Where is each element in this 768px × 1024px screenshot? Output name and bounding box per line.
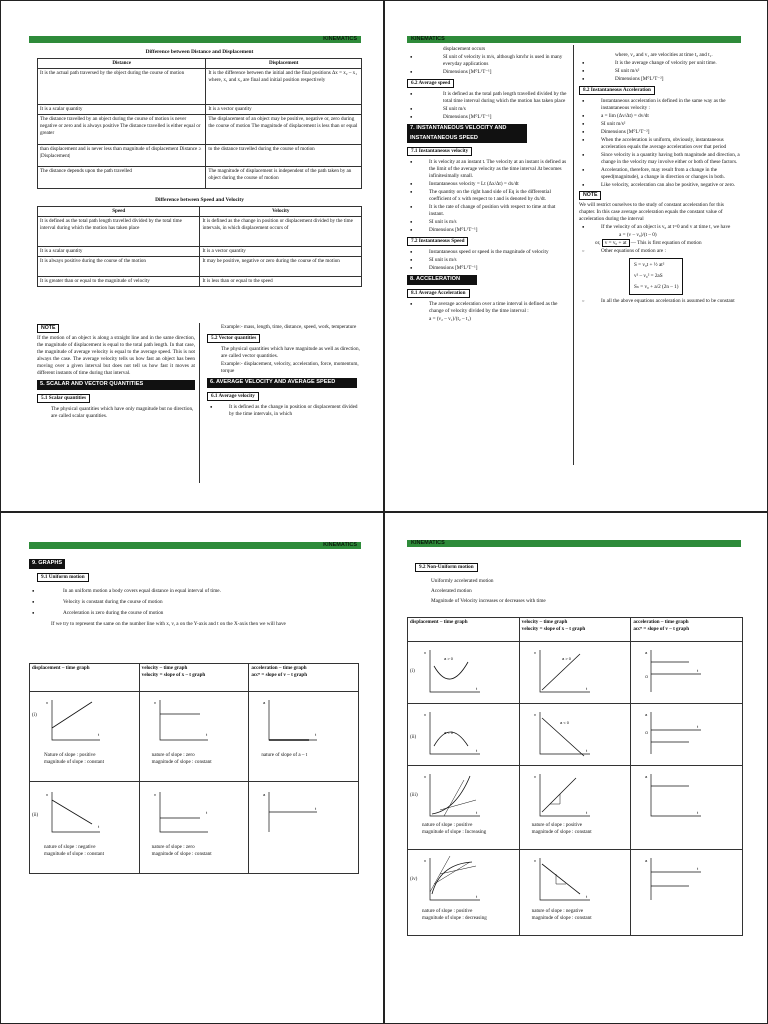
section-7-line-2: INSTANTANEOUS SPEED — [410, 134, 478, 141]
svg-text:t: t — [476, 894, 478, 899]
list-item: ● SI unit is m/s — [407, 219, 567, 226]
kinematics-header: KINEMATICS — [29, 542, 361, 549]
vector-def: The physical quantities which have magnitude as well as direction, are called vector quantities. — [221, 346, 360, 360]
subsection-8-1: 8.1 Average Acceleration — [407, 289, 470, 298]
graph-cell — [408, 850, 520, 936]
p4-intro — [415, 561, 735, 606]
subsection-6-1: 6.1 Average velocity — [207, 392, 259, 401]
page-2 — [384, 0, 768, 512]
section-9-heading: 9. GRAPHS — [29, 559, 65, 569]
list-item: ● Like velocity, acceleration can also be positive, negative or zero. — [579, 182, 741, 189]
a-t-graph — [259, 788, 319, 836]
svg-text:v: v — [153, 700, 156, 705]
slope-magnitude: magnitude of slope : Increasing — [422, 828, 487, 835]
col-head-displacement — [30, 664, 140, 692]
list-item: ● Instantaneous acceleration is defined in the same way as the instantaneous velocity : — [579, 98, 741, 112]
table-row — [38, 105, 362, 115]
head-label: velocity = slope of x – t graph — [521, 625, 586, 632]
svg-text:t: t — [476, 686, 478, 691]
line-text: Magnitude of Velocity increases or decreases with time — [431, 598, 546, 605]
list-item: ● Dimensions [M⁰L¹T⁻²] — [579, 76, 741, 83]
graph-cell — [408, 704, 520, 766]
slope-text — [44, 844, 104, 858]
table-row — [38, 69, 362, 105]
svg-text:v: v — [153, 792, 156, 797]
table-head-displacement: Displacement — [206, 59, 362, 69]
table-cell: The distance depends upon the path travelled — [38, 167, 206, 189]
table-cell: The displacement of an object may be positive, negative or, zero during the course of motion The magnitude of displacement is less than or equal — [206, 115, 362, 145]
table-cell: It is less than or equal to the speed — [200, 277, 362, 287]
row-label: (i) — [32, 712, 37, 718]
svg-text:t: t — [205, 810, 207, 815]
slope-text — [152, 752, 212, 766]
head-label: velocity = slope of x – t graph — [141, 671, 206, 678]
list-item: ● If the velocity of an object is v₀ at t=0 and v at time t, we have — [579, 224, 741, 231]
svg-text:t: t — [697, 724, 699, 729]
equation: S = v₀t + ½ at² — [634, 262, 665, 269]
graph-cell — [631, 766, 743, 850]
table-head-speed: Speed — [38, 207, 200, 217]
table-cell: It is a scalar quantity — [38, 247, 200, 257]
column-divider — [573, 45, 574, 465]
a-t-graph — [641, 770, 705, 820]
assumption-list — [579, 298, 741, 305]
graph-cell — [249, 692, 359, 782]
section-7-line-1: 7. INSTANTANEOUS VELOCITY AND — [410, 125, 507, 132]
graph-cell — [631, 642, 743, 704]
row-label: (iii) — [410, 792, 418, 798]
speed-velocity-table — [37, 206, 362, 287]
slope-nature: Nature of slope : positive — [44, 752, 96, 758]
table-cell: It is defined as the total path length travelled divided by the total time interval during which the motion has taken place — [38, 217, 200, 247]
svg-text:a < 0: a < 0 — [444, 730, 454, 735]
list-item: ● Since velocity is a quantity having both magnitude and direction, a change in the velocity may involve either or both of these factors. — [579, 152, 741, 166]
v-t-graph — [150, 696, 210, 744]
table-cell: It is defined as the change in position or displacement divided by the time intervals, in which displacement occurs of — [200, 217, 362, 247]
svg-text:a: a — [645, 858, 648, 863]
col-head-velocity — [519, 618, 631, 642]
table-2-title: Difference between Speed and Velocity — [155, 197, 244, 204]
list-item: ● When the acceleration is uniform, obviously, instantaneous acceleration equals the average acceleration over that period — [579, 137, 741, 151]
graph-cell — [30, 692, 140, 782]
graph-cell — [519, 850, 631, 936]
avg-accel-list — [407, 301, 567, 315]
equation: v² – v₀² = 2aS — [634, 273, 663, 280]
svg-text:t: t — [315, 732, 317, 737]
graph-cell — [519, 642, 631, 704]
first-equation-line — [579, 240, 741, 247]
svg-text:t: t — [315, 806, 317, 811]
equations-box — [629, 258, 683, 295]
list-item: ○ Other equations of motion are : — [579, 248, 741, 255]
avg-velocity-list — [207, 404, 363, 418]
v-t-graph — [530, 854, 594, 904]
svg-text:a < 0: a < 0 — [559, 720, 569, 725]
page-1 — [0, 0, 384, 512]
col-head-acceleration — [249, 664, 359, 692]
slope-magnitude: magnitude of slope : constant — [44, 850, 104, 857]
a-t-graph — [641, 854, 705, 904]
slope-nature: nature of slope : zero — [151, 844, 195, 850]
table-cell: It is the difference between the initial and the final positions Δx = x₂ – x₁ where, x₁ and x₂ are final and initial position respectively — [206, 69, 362, 105]
graph-cell — [139, 782, 249, 874]
velocity-units-list — [407, 54, 567, 76]
accel-units-list — [579, 60, 741, 83]
list-item: ● Acceleration is zero during the course of motion — [29, 610, 361, 617]
section-5-heading: 5. SCALAR AND VECTOR QUANTITIES — [37, 380, 195, 390]
slope-text — [44, 752, 104, 766]
head-label: displacement – time graph — [32, 665, 90, 671]
list-item: ● It is defined as the change in position or displacement divided by the time intervals, in which — [207, 404, 363, 418]
first-equation: v = v₀ + at — [602, 239, 630, 247]
head-label: accⁿ = slope of v – t graph — [633, 625, 690, 632]
slope-text: nature of slope of a – t — [261, 752, 308, 758]
note-label: NOTE — [579, 191, 601, 200]
slope-magnitude: magnitude of slope : constant — [151, 850, 212, 857]
list-item: ○ In all the above equations acceleration is assumed to be constant — [579, 298, 741, 305]
svg-text:a: a — [645, 712, 648, 717]
p1-left-column — [37, 323, 195, 421]
section-6-heading: 6. AVERAGE VELOCITY AND AVERAGE SPEED — [207, 378, 357, 388]
svg-text:a: a — [645, 650, 648, 655]
row-label: (iv) — [410, 876, 418, 882]
slope-text — [422, 908, 487, 922]
svg-text:v: v — [533, 858, 536, 863]
svg-text:t: t — [697, 668, 699, 673]
list-item: ● Velocity is constant during the course of motion — [29, 599, 361, 606]
svg-text:a: a — [263, 792, 266, 797]
p3-intro — [29, 557, 361, 629]
list-item: ● In an uniform motion a body covers equal distance in equal interval of time. — [29, 588, 361, 595]
v-t-graph — [150, 788, 210, 836]
svg-text:t: t — [98, 824, 100, 829]
table-cell: The distance travelled by an object during the course of motion is never negative or zero and is always positive The distance travelled is either equal or greater — [38, 115, 206, 145]
graph-cell — [631, 704, 743, 766]
table-row — [38, 277, 362, 287]
slope-magnitude: magnitude of slope : constant — [531, 914, 592, 921]
table-row — [38, 257, 362, 277]
x-t-graph — [420, 770, 484, 820]
list-item: ● It is the average change of velocity per unit time. — [579, 60, 741, 67]
table-head-distance: Distance — [38, 59, 206, 69]
subsection-7-1: 7.1 Instantaneous velocity — [407, 147, 472, 156]
list-item: ● It is defined as the total path length travelled divided by the total time interval during which the motion has taken place — [407, 91, 567, 105]
svg-text:t: t — [585, 686, 587, 691]
subsection-8-2: 8.2 Instantaneous Acceleration — [579, 86, 655, 95]
graph-cell — [408, 766, 520, 850]
or-label: or, — [595, 240, 601, 247]
a-t-graph — [641, 708, 705, 758]
kinematics-header: KINEMATICS — [29, 36, 361, 43]
kinematics-header: KINEMATICS — [407, 36, 741, 43]
avg-speed-list — [407, 91, 567, 121]
graph-cell — [519, 766, 631, 850]
row-label: (ii) — [32, 812, 39, 818]
table-row — [38, 115, 362, 145]
slope-text — [152, 844, 212, 858]
table-cell: It is a vector quantity — [206, 105, 362, 115]
head-label: accⁿ = slope of v – t graph — [251, 671, 308, 678]
table-row — [408, 642, 743, 704]
svg-text:t: t — [98, 732, 100, 737]
table-row — [38, 145, 362, 167]
list-item: ● Dimensions [M⁰L¹T⁻¹] — [407, 114, 567, 121]
x-t-graph — [420, 854, 484, 904]
svg-text:O: O — [645, 730, 649, 735]
svg-text:v: v — [533, 650, 536, 655]
svg-text:t: t — [476, 748, 478, 753]
svg-text:v: v — [533, 774, 536, 779]
avg-accel-equation: a = (v₂ – v₁)/(t₂ – t₁) — [429, 316, 471, 323]
svg-text:x: x — [46, 792, 48, 797]
subsection-9-1: 9.1 Uniform motion — [37, 573, 89, 582]
svg-text:x: x — [424, 858, 426, 863]
x-t-graph — [420, 646, 484, 696]
uniform-graphs-table — [29, 663, 359, 874]
list-item: ● Instantaneous velocity = Lt (Δx/Δt) = dx/dt — [407, 181, 567, 188]
v-t-graph — [530, 708, 594, 758]
section-7-heading — [407, 124, 527, 143]
x-t-graph — [42, 788, 102, 836]
svg-text:t: t — [585, 894, 587, 899]
scalar-example: Example:- mass, length, time, distance, speed, work, temperature — [221, 324, 357, 330]
graph-intro: If we try to represent the same on the number line with x, v, a on the Y-axis and t on the X-axis then we will have — [51, 620, 286, 627]
inst-velocity-list — [407, 159, 567, 234]
list-item: ● Dimensions [M⁰L¹T⁻¹] — [407, 69, 567, 76]
slope-magnitude: magnitude of slope : decreasing — [422, 914, 487, 921]
graph-cell — [631, 850, 743, 936]
graph-cell — [139, 692, 249, 782]
note-text: If the motion of an object is along a straight line and in the same direction, the magnitude of displacement is equal to the total path length. In that case, the magnitude of average velocity is equal to the average speed. This is not always the case. The average velocity tells us how fast an object has been moving over a given interval but does not tell us how fast it moves at different instants of time during that interval. — [37, 335, 195, 377]
line-text: Accelerated motion — [431, 588, 472, 595]
table-cell: It is always positive during the course of the motion — [38, 257, 200, 277]
distance-displacement-table — [37, 58, 362, 189]
table-cell: It is a scalar quantity — [38, 105, 206, 115]
subsection-7-2: 7.2 Instantaneous Speed — [407, 237, 468, 246]
table-cell: than displacement and is never less than magnitude of displacement Distance ≥ |Displacement| — [38, 145, 206, 167]
svg-text:a: a — [263, 700, 266, 705]
vector-example: Example:- displacement, velocity, acceleration, force, momentum, torque — [221, 361, 359, 375]
inst-accel-list — [579, 98, 741, 189]
slope-nature: nature of slope : positive — [422, 908, 473, 914]
slope-nature: nature of slope : negative — [44, 844, 96, 850]
subsection-9-2: 9.2 Non-Uniform motion — [415, 563, 478, 572]
p1-right-column — [207, 323, 363, 419]
svg-text:x: x — [46, 700, 48, 705]
scalar-def: The physical quantities which have only magnitude but no direction, are called scalar quantities. — [51, 405, 194, 419]
slope-magnitude: magnitude of slope : constant — [44, 758, 104, 765]
slope-magnitude: magnitude of slope : constant — [151, 758, 212, 765]
list-item: ● Dimensions [M⁰L¹T⁻¹] — [407, 227, 567, 234]
svg-text:t: t — [205, 732, 207, 737]
list-item: ● a = lim (Δv/Δt) = dv/dt — [579, 113, 741, 120]
other-equations-list — [579, 248, 741, 255]
line-text: Uniformly accelerated motion — [431, 578, 494, 585]
table-row — [408, 850, 743, 936]
page-3 — [0, 512, 384, 1024]
svg-text:O: O — [645, 674, 649, 679]
non-uniform-graphs-table — [407, 617, 743, 936]
svg-text:a > 0: a > 0 — [444, 656, 454, 661]
note-label: NOTE — [37, 324, 59, 333]
v-t-graph — [530, 770, 594, 820]
row-label: (i) — [410, 668, 415, 674]
head-label: acceleration – time graph — [251, 665, 307, 671]
x-t-graph — [420, 708, 484, 758]
svg-text:x: x — [424, 650, 426, 655]
section-8-heading: 8. ACCELERATION — [407, 275, 477, 285]
graph-cell — [30, 782, 140, 874]
equations-list — [579, 224, 741, 231]
head-label: acceleration – time graph — [633, 619, 689, 625]
list-item: ● The average acceleration over a time interval is defined as the change of velocity divided by the time interval : — [407, 301, 567, 315]
v-t-graph — [530, 646, 594, 696]
column-divider — [199, 323, 200, 483]
svg-text:v: v — [533, 712, 536, 717]
subsection-5-1: 5.1 Scalar quantities — [37, 394, 90, 403]
list-item: ● SI unit is m/s — [407, 257, 567, 264]
col-head-displacement — [408, 618, 520, 642]
list-item: ● SI unit m/s² — [579, 121, 741, 128]
list-item: ● It is the rate of change of position with respect to time at that instant. — [407, 204, 567, 218]
line-text: where, v₂ and v₁ are velocities at time t₂ and t₁. — [615, 52, 713, 58]
slope-magnitude: magnitude of slope : constant — [531, 828, 592, 835]
svg-text:t: t — [585, 748, 587, 753]
table-row — [30, 782, 359, 874]
table-cell: It is a vector quantity — [200, 247, 362, 257]
table-row — [38, 167, 362, 189]
slope-text — [422, 822, 486, 836]
inst-speed-list — [407, 249, 567, 272]
p2-right-column — [579, 51, 741, 306]
table-cell: It is the actual path traversed by the object during the course of motion — [38, 69, 206, 105]
table-head-velocity: Velocity — [200, 207, 362, 217]
table-cell: The magnitude of displacement is independent of the path taken by an object during the course of motion — [206, 167, 362, 189]
svg-text:x: x — [424, 774, 426, 779]
head-label: velocity – time graph — [521, 619, 568, 625]
svg-text:t: t — [697, 810, 699, 815]
head-label: displacement – time graph — [410, 619, 468, 625]
svg-text:a > 0: a > 0 — [561, 656, 571, 661]
distance-displacement-section — [37, 49, 362, 287]
page-4 — [384, 512, 768, 1024]
table-cell: It may be positive, negative or zero during the course of the motion — [200, 257, 362, 277]
col-head-velocity — [139, 664, 249, 692]
table-1-title: Difference between Distance and Displacement — [145, 49, 254, 55]
graph-cell — [249, 782, 359, 874]
list-item: ● Instantaneous speed or speed is the magnitude of velocity — [407, 249, 567, 256]
slope-nature: nature of slope : negative — [531, 908, 584, 914]
list-item: ● Dimensions [M⁰L¹T⁻²] — [579, 129, 741, 136]
graph-cell — [408, 642, 520, 704]
head-label: velocity – time graph — [141, 665, 188, 671]
table-cell: to the distance travelled during the course of motion — [206, 145, 362, 167]
table-row — [408, 704, 743, 766]
slope-nature: nature of slope : zero — [151, 752, 195, 758]
list-item: ● SI unit m/s — [407, 106, 567, 113]
table-row — [38, 247, 362, 257]
a-t-graph — [641, 646, 705, 696]
col-head-acceleration — [631, 618, 743, 642]
slope-nature: nature of slope : positive — [422, 822, 473, 828]
table-cell: It is greater than or equal to the magnitude of velocity — [38, 277, 200, 287]
uniform-motion-list — [29, 588, 361, 617]
list-item: ● SI unit of velocity is m/s, although km/hr is used in many everyday applications — [407, 54, 567, 68]
svg-text:t: t — [476, 810, 478, 815]
table-row — [408, 766, 743, 850]
x-t-graph — [42, 696, 102, 744]
note-text: We will restrict ourselves to the study of constant acceleration for this chapter. In this case average acceleration equals the constant value of acceleration during the interval — [579, 202, 724, 223]
a-t-graph — [259, 696, 319, 744]
subsection-6-2: 6.2 Average speed — [407, 79, 454, 88]
equation-a: a = (v – v₀)/(t – 0) — [619, 232, 657, 239]
equation: Sₙ = v₀ + a/2 (2n – 1) — [634, 284, 679, 291]
svg-text:t: t — [697, 866, 699, 871]
slope-text — [532, 908, 592, 922]
kinematics-header: KINEMATICS — [407, 540, 741, 547]
subsection-5-2: 5.2 Vector quantities — [207, 334, 260, 343]
table-row — [38, 217, 362, 247]
slope-nature: nature of slope : positive — [531, 822, 583, 828]
line-text: displacement occurs — [443, 46, 486, 52]
svg-text:x: x — [424, 712, 426, 717]
svg-text:t: t — [585, 810, 587, 815]
list-item: ● The quantity on the right hand side of Eq is the differential coefficient of x with respect to t and is denoted by dx/dt. — [407, 189, 567, 203]
table-row — [30, 692, 359, 782]
first-equation-note: — This is first equation of motion — [630, 240, 702, 247]
list-item: ● It is velocity at an instant t. The velocity at an instant is defined as the limit of the average velocity as the time interval Δt becomes infinitesimally small. — [407, 159, 567, 180]
list-item: ● Dimensions [M⁰L¹T⁻¹] — [407, 265, 567, 272]
row-label: (ii) — [410, 734, 417, 740]
svg-text:a: a — [645, 774, 648, 779]
list-item: ● Acceleration, therefore, may result from a change in the speed(magnitude), a change in direction or changes in both. — [579, 167, 741, 181]
graph-cell — [519, 704, 631, 766]
list-item: ● SI unit m/s² — [579, 68, 741, 75]
slope-text — [532, 822, 592, 836]
p2-left-column — [407, 45, 567, 324]
